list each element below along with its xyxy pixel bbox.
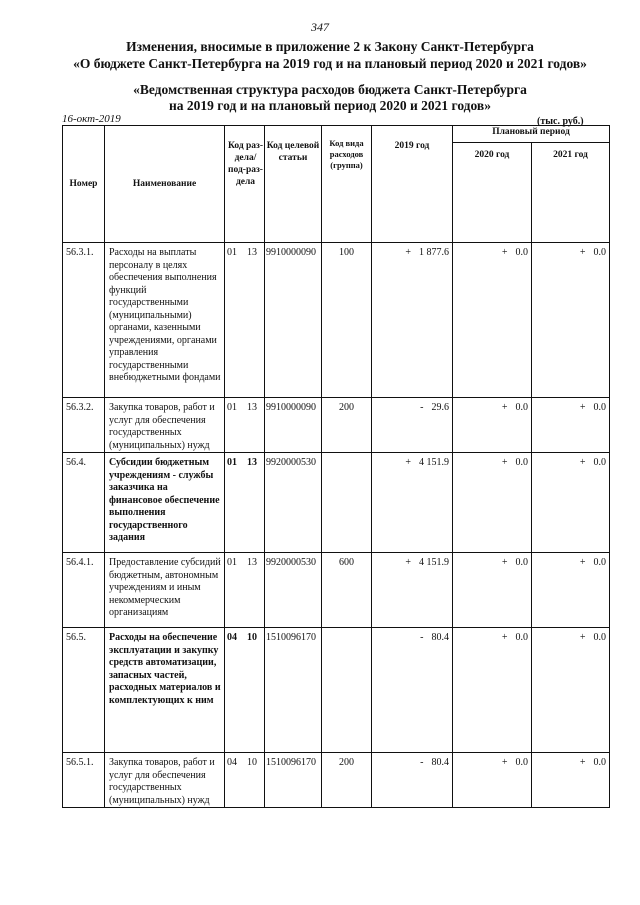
header-2020: 2020 год xyxy=(453,143,532,243)
title-line-1: Изменения, вносимые в приложение 2 к Закону Санкт-Петербурга xyxy=(126,39,534,54)
row-target: 9920000530 xyxy=(266,557,316,568)
amount-value-2019: 1 877.6 xyxy=(419,247,449,258)
amount-sign-2021: + xyxy=(579,632,586,643)
row-name-cell xyxy=(105,628,225,753)
row-number: 56.3.1. xyxy=(66,247,94,258)
amount-sign-2019: - xyxy=(420,402,424,413)
amount-sign-2020: + xyxy=(501,457,508,468)
row-section: 01 xyxy=(227,247,237,258)
table-row xyxy=(63,628,610,753)
row-target-cell xyxy=(265,753,322,808)
row-target: 1510096170 xyxy=(266,757,316,768)
amount-sign-2020: + xyxy=(501,402,508,413)
header-name: Наименование xyxy=(105,126,225,243)
row-section-cell xyxy=(225,243,265,398)
row-section: 04 xyxy=(227,757,237,768)
amount-value-2020: 0.0 xyxy=(515,757,528,768)
amount-value-2020: 0.0 xyxy=(515,632,528,643)
title-line-3: «Ведомственная структура расходов бюджета Санкт-Петербурга xyxy=(133,82,527,97)
row-amount-2020 xyxy=(453,243,532,398)
row-section-cell xyxy=(225,753,265,808)
row-name-cell xyxy=(105,553,225,628)
row-number-cell xyxy=(63,628,105,753)
row-target-cell xyxy=(265,628,322,753)
amount-sign-2021: + xyxy=(579,757,586,768)
table-row xyxy=(63,553,610,628)
document-date: 16-окт-2019 xyxy=(62,113,121,125)
row-name: Предоставление субсидий бюджетным, автономным учреждениям и иным некоммерческим организациям xyxy=(109,557,221,618)
row-name: Субсидии бюджетным учреждениям - службы заказчика на финансовое обеспечение выполнения государственного задания xyxy=(109,457,220,543)
amount-sign-2019: + xyxy=(405,457,411,468)
row-expense-cell xyxy=(322,398,372,453)
row-amount-2020 xyxy=(453,453,532,553)
row-number: 56.5.1. xyxy=(66,757,94,768)
row-number-cell xyxy=(63,398,105,453)
row-name-cell xyxy=(105,453,225,553)
row-amount-2021 xyxy=(532,553,610,628)
row-expense: 100 xyxy=(339,247,354,258)
header-planned: Плановый период xyxy=(453,126,610,143)
row-subsection: 13 xyxy=(247,247,257,258)
row-name: Расходы на обеспечение эксплуатации и закупку средств автоматизации, запасных частей, расходных материалов и комплектующих к ним xyxy=(109,632,221,706)
row-target-cell xyxy=(265,453,322,553)
table-body xyxy=(63,243,610,808)
row-section: 01 xyxy=(227,457,237,468)
table-row xyxy=(63,398,610,453)
row-amount-2019 xyxy=(372,753,453,808)
row-number: 56.5. xyxy=(66,632,86,643)
row-expense-cell xyxy=(322,753,372,808)
row-amount-2019 xyxy=(372,453,453,553)
amount-value-2021: 0.0 xyxy=(593,457,606,468)
appendix-title xyxy=(40,82,620,114)
amount-sign-2020: + xyxy=(501,557,508,568)
table-row xyxy=(63,243,610,398)
header-expense: Код вида расходов (группа) xyxy=(322,126,372,243)
amount-value-2019: 4 151.9 xyxy=(419,557,449,568)
amount-value-2021: 0.0 xyxy=(593,757,606,768)
row-section: 01 xyxy=(227,557,237,568)
row-name-cell xyxy=(105,753,225,808)
row-number-cell xyxy=(63,243,105,398)
title-line-2: «О бюджете Санкт-Петербурга на 2019 год и на плановый период 2020 и 2021 годов» xyxy=(73,56,587,71)
row-amount-2021 xyxy=(532,243,610,398)
row-name: Расходы на выплаты персоналу в целях обеспечения выполнения функций государственными (муниципальными) органами, казенными учреждениями, органами управления государственными внебюджетными фондами xyxy=(109,247,221,383)
row-section-cell xyxy=(225,553,265,628)
amount-sign-2019: - xyxy=(420,632,424,643)
row-name: Закупка товаров, работ и услуг для обеспечения государственных (муниципальных) нужд xyxy=(109,402,215,451)
amount-value-2019: 29.6 xyxy=(431,402,449,413)
row-target-cell xyxy=(265,398,322,453)
header-number: Номер xyxy=(63,126,105,243)
row-subsection: 13 xyxy=(247,557,257,568)
row-name: Закупка товаров, работ и услуг для обеспечения государственных (муниципальных) нужд xyxy=(109,757,215,806)
row-expense: 600 xyxy=(339,557,354,568)
budget-table xyxy=(62,125,610,808)
amount-value-2020: 0.0 xyxy=(515,402,528,413)
row-amount-2019 xyxy=(372,553,453,628)
row-section-cell xyxy=(225,398,265,453)
row-amount-2021 xyxy=(532,453,610,553)
amount-value-2020: 0.0 xyxy=(515,247,528,258)
amount-sign-2019: - xyxy=(420,757,424,768)
amount-sign-2021: + xyxy=(579,247,586,258)
amount-value-2021: 0.0 xyxy=(593,557,606,568)
row-expense-cell xyxy=(322,553,372,628)
row-expense: 200 xyxy=(339,757,354,768)
table-row xyxy=(63,453,610,553)
row-section-cell xyxy=(225,628,265,753)
amount-value-2021: 0.0 xyxy=(593,247,606,258)
amount-sign-2021: + xyxy=(579,557,586,568)
row-expense-cell xyxy=(322,628,372,753)
row-amount-2021 xyxy=(532,398,610,453)
row-amount-2021 xyxy=(532,753,610,808)
row-subsection: 10 xyxy=(247,757,257,768)
amount-value-2020: 0.0 xyxy=(515,557,528,568)
document-title xyxy=(40,38,620,72)
amount-sign-2019: + xyxy=(405,247,411,258)
row-number: 56.3.2. xyxy=(66,402,94,413)
amount-sign-2019: + xyxy=(405,557,411,568)
amount-sign-2020: + xyxy=(501,757,508,768)
amount-sign-2020: + xyxy=(501,632,508,643)
row-target: 9920000530 xyxy=(266,457,316,468)
amount-value-2020: 0.0 xyxy=(515,457,528,468)
row-target-cell xyxy=(265,243,322,398)
amount-sign-2020: + xyxy=(501,247,508,258)
row-section: 04 xyxy=(227,632,237,643)
row-target: 9910000090 xyxy=(266,247,316,258)
row-target: 9910000090 xyxy=(266,402,316,413)
header-target: Код целевой статьи xyxy=(265,126,322,243)
amount-value-2019: 80.4 xyxy=(431,632,449,643)
row-target-cell xyxy=(265,553,322,628)
row-amount-2020 xyxy=(453,398,532,453)
row-section: 01 xyxy=(227,402,237,413)
amount-value-2019: 80.4 xyxy=(431,757,449,768)
header-2021: 2021 год xyxy=(532,143,610,243)
amount-value-2021: 0.0 xyxy=(593,632,606,643)
row-subsection: 13 xyxy=(247,402,257,413)
row-amount-2019 xyxy=(372,628,453,753)
row-amount-2020 xyxy=(453,553,532,628)
row-amount-2019 xyxy=(372,243,453,398)
row-section-cell xyxy=(225,453,265,553)
units-label: (тыс. руб.) xyxy=(537,116,584,127)
row-expense-cell xyxy=(322,453,372,553)
row-number-cell xyxy=(63,553,105,628)
amount-value-2019: 4 151.9 xyxy=(419,457,449,468)
row-number: 56.4.1. xyxy=(66,557,94,568)
row-number: 56.4. xyxy=(66,457,86,468)
row-subsection: 13 xyxy=(247,457,257,468)
table-row xyxy=(63,753,610,808)
row-expense: 200 xyxy=(339,402,354,413)
row-number-cell xyxy=(63,453,105,553)
row-amount-2019 xyxy=(372,398,453,453)
header-section: Код раз-дела/ под-раз-дела xyxy=(225,126,265,243)
amount-sign-2021: + xyxy=(579,457,586,468)
row-number-cell xyxy=(63,753,105,808)
header-2019: 2019 год xyxy=(372,126,453,243)
row-subsection: 10 xyxy=(247,632,257,643)
title-line-4: на 2019 год и на плановый период 2020 и 2021 годов» xyxy=(169,98,491,113)
row-amount-2020 xyxy=(453,753,532,808)
row-expense-cell xyxy=(322,243,372,398)
row-amount-2020 xyxy=(453,628,532,753)
row-amount-2021 xyxy=(532,628,610,753)
amount-sign-2021: + xyxy=(579,402,586,413)
page-number: 347 xyxy=(311,20,329,34)
row-name-cell xyxy=(105,398,225,453)
row-target: 1510096170 xyxy=(266,632,316,643)
row-name-cell xyxy=(105,243,225,398)
amount-value-2021: 0.0 xyxy=(593,402,606,413)
